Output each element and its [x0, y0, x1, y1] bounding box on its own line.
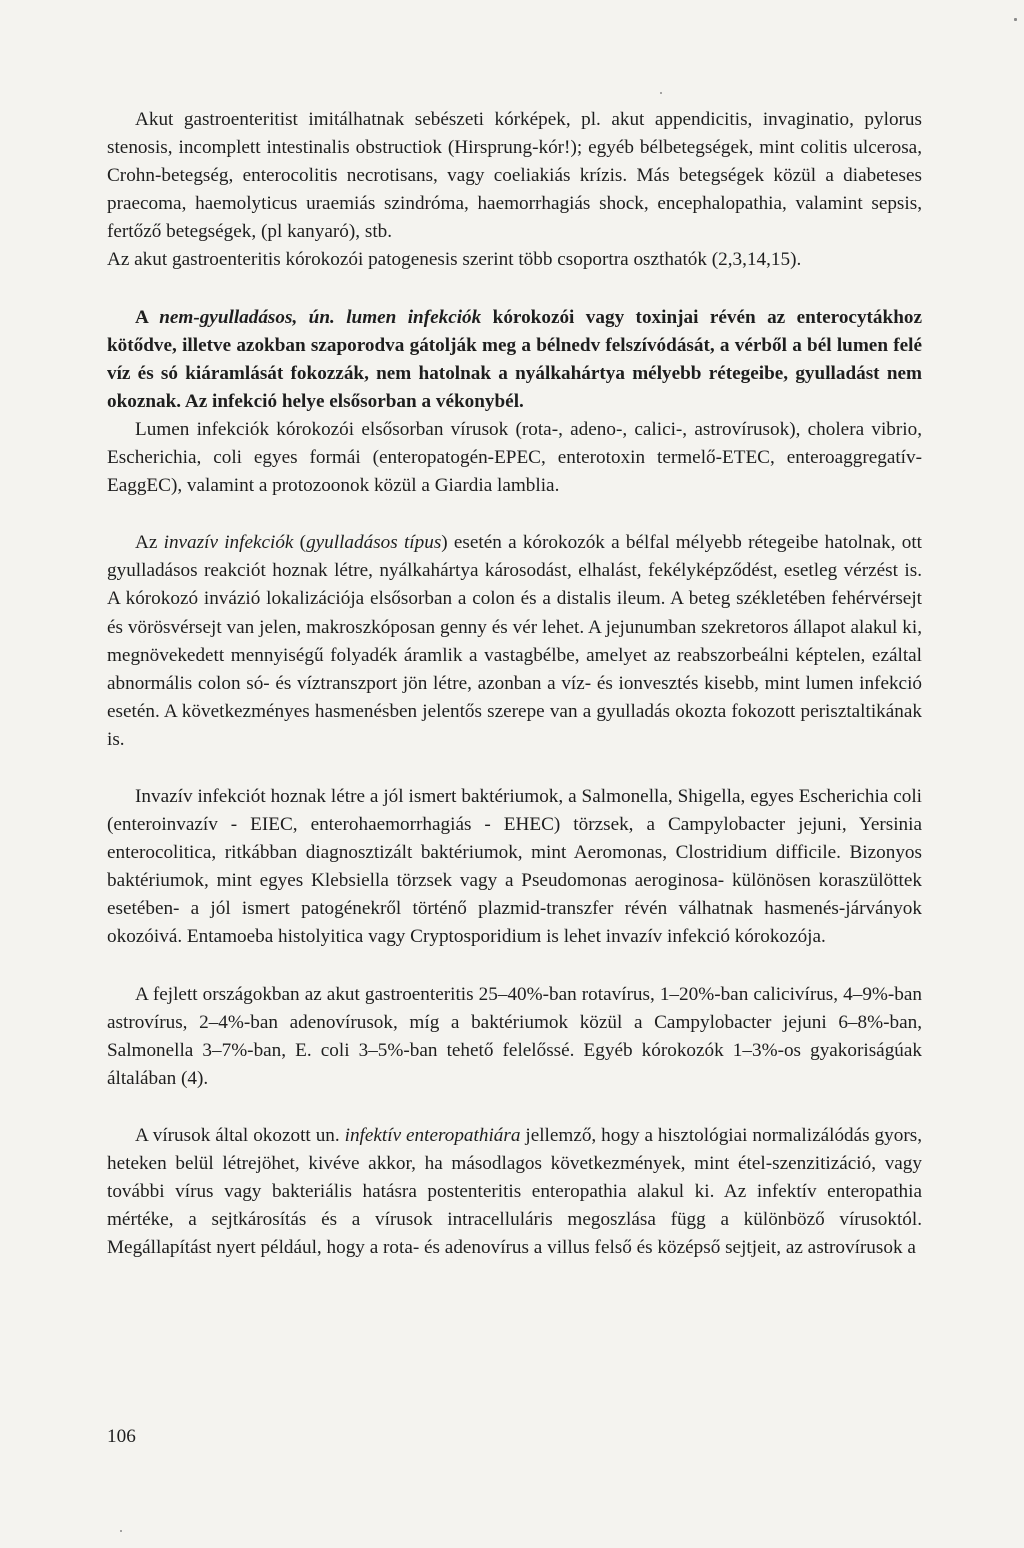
term-lumen-infections: nem-gyulladásos, ún. lumen infekciók [159, 306, 482, 328]
paragraph-gap [107, 500, 922, 529]
scan-speck [120, 1530, 122, 1532]
term-invasive-infections: invazív infekciók [163, 532, 294, 554]
text-run: A [135, 306, 160, 328]
text-run: jellemző, hogy a hisztológiai normalizálódás gyors, heteken belül létrejöhet, kivéve akkor, ha másodlagos következmények, mint étel-szenzitizáció, vagy további vírus vagy bakteriális hatásra postenteritis enteropathia alakul ki. Az infektív enteropathia mértéke, a sejtkárosítás és a vírusok intracelluláris megoszlása függ a különböző vírusoktól. Megállapítást nyert például, hogy a rota- és adenovírus a villus felső és középső sejtjeit, az astrovírusok a [107, 1124, 922, 1259]
scan-speck [1014, 18, 1017, 21]
body-text [107, 106, 922, 1262]
paragraph-lumen-pathogens: Lumen infekciók kórokozói elsősorban vírusok (rota-, adeno-, calici-, astrovírusok), cholera vibrio, Escherichia, coli egyes formái (enteropatogén-EPEC, enterotoxin termelő-ETEC, enteroaggregatív-EaggEC), valamint a protozoonok közül a Giardia lamblia. [107, 418, 922, 497]
paragraph-infective-enteropathy [107, 1122, 922, 1262]
scan-speck [660, 92, 662, 94]
paragraph-lumen-infections [107, 304, 922, 416]
text-run: ) esetén a kórokozók a bélfal mélyebb rétegeibe hatolnak, ott gyulladásos reakciót hoznak létre, nyálkahártya károsodást, elhalást, fekélyképződést, esetleg vérzést is. A kórokozó invázió lokalizációja elsősorban a colon és a distalis ileum. A beteg székletében fehérvérsejt és vörösvérsejt van jelen, makroszkóposan genny és vér lehet. A jejunumban szekretoros állapot alakul ki, megnövekedett mennyiségű folyadék áramlik a vastagbélbe, amelyet az reabszorbeálni képtelen, ezáltal abnormális colon só- és víztranszport jön létre, azonban a víz- és ionvesztés kisebb, mint lumen infekció esetén. A következményes hasmenésben jelentős szerepe van a gyulladás okozta fokozott perisztaltikának is. [107, 532, 922, 750]
paragraph-prevalence: A fejlett országokban az akut gastroenteritis 25–40%-ban rotavírus, 1–20%-ban calicivírus, 4–9%-ban astrovírus, 2–4%-ban adenovírusok, míg a baktériumok közül a Campylobacter jejuni 6–8%-ban, Salmonella 3–7%-ban, E. coli 3–5%-ban tehető felelőssé. Egyéb kórokozók 1–3%-os gyakoriságúak általában (4). [107, 983, 922, 1089]
paragraph-gap [107, 1093, 922, 1122]
text-run: A vírusok által okozott un. [135, 1124, 345, 1146]
paragraph-gap [107, 754, 922, 783]
page-number: 106 [107, 1426, 136, 1447]
paragraph-invasive-pathogens: Invazív infekciót hoznak létre a jól ismert baktériumok, a Salmonella, Shigella, egyes Escherichia coli (enteroinvazív - EIEC, enterohaemorrhagiás - EHEC) törzsek, a Campylobacter jejuni, Yersinia enterocolitica, ritkábban diagnosztizált baktériumok, mint Aeromonas, Clostridium difficile. Bizonyos baktériumok, mint egyes Klebsiella törzsek vagy a Pseudomonas aeroginosa- különösen koraszülöttek esetében- a jól ismert patogénekről történő plazmid-transzfer révén válhatnak hasmenés-járványok okozóivá. Entamoeba histolyitica vagy Cryptosporidium is lehet invazív infekció kórokozója. [107, 785, 922, 948]
text-run: ( [293, 532, 307, 554]
text-run: kórokozói vagy toxinjai révén az enterocytákhoz kötődve, illetve azokban szaporodva gátolják meg a bélnedv felszívódását, a vérből a bél lumen felé víz és só kiáramlását fokozzák, nem hatolnak a nyálkahártya mélyebb rétegeibe, gyulladást nem okoznak. Az infekció helye elsősorban a vékonybél. [107, 306, 922, 412]
paragraph-gap [107, 275, 922, 304]
text-run: Az [135, 532, 164, 554]
paragraph-invasive-infections [107, 529, 922, 754]
paragraph-differential-diagnosis: Akut gastroenteritist imitálhatnak sebészeti kórképek, pl. akut appendicitis, invaginatio, pylorus stenosis, incomplett intestinalis obstructiok (Hirsprung-kór!); egyéb bélbetegségek, mint colitis ulcerosa, Crohn-betegség, enterocolitis necrotisans, vagy coeliakiás krízis. Más betegségek közül a diabeteses praecoma, haemolyticus uraemiás szindróma, haemorrhagiás shock, encephalopathia, valamint sepsis, fertőző betegségek, (pl kanyaró), stb. [107, 109, 922, 243]
term-inflammatory-type: gyulladásos típus [306, 532, 442, 554]
paragraph-gap [107, 952, 922, 981]
term-infective-enteropathy: infektív enteropathiára [344, 1124, 521, 1146]
paragraph-pathogen-groups: Az akut gastroenteritis kórokozói patogenesis szerint több csoportra oszthatók (2,3,14,15). [107, 249, 802, 271]
